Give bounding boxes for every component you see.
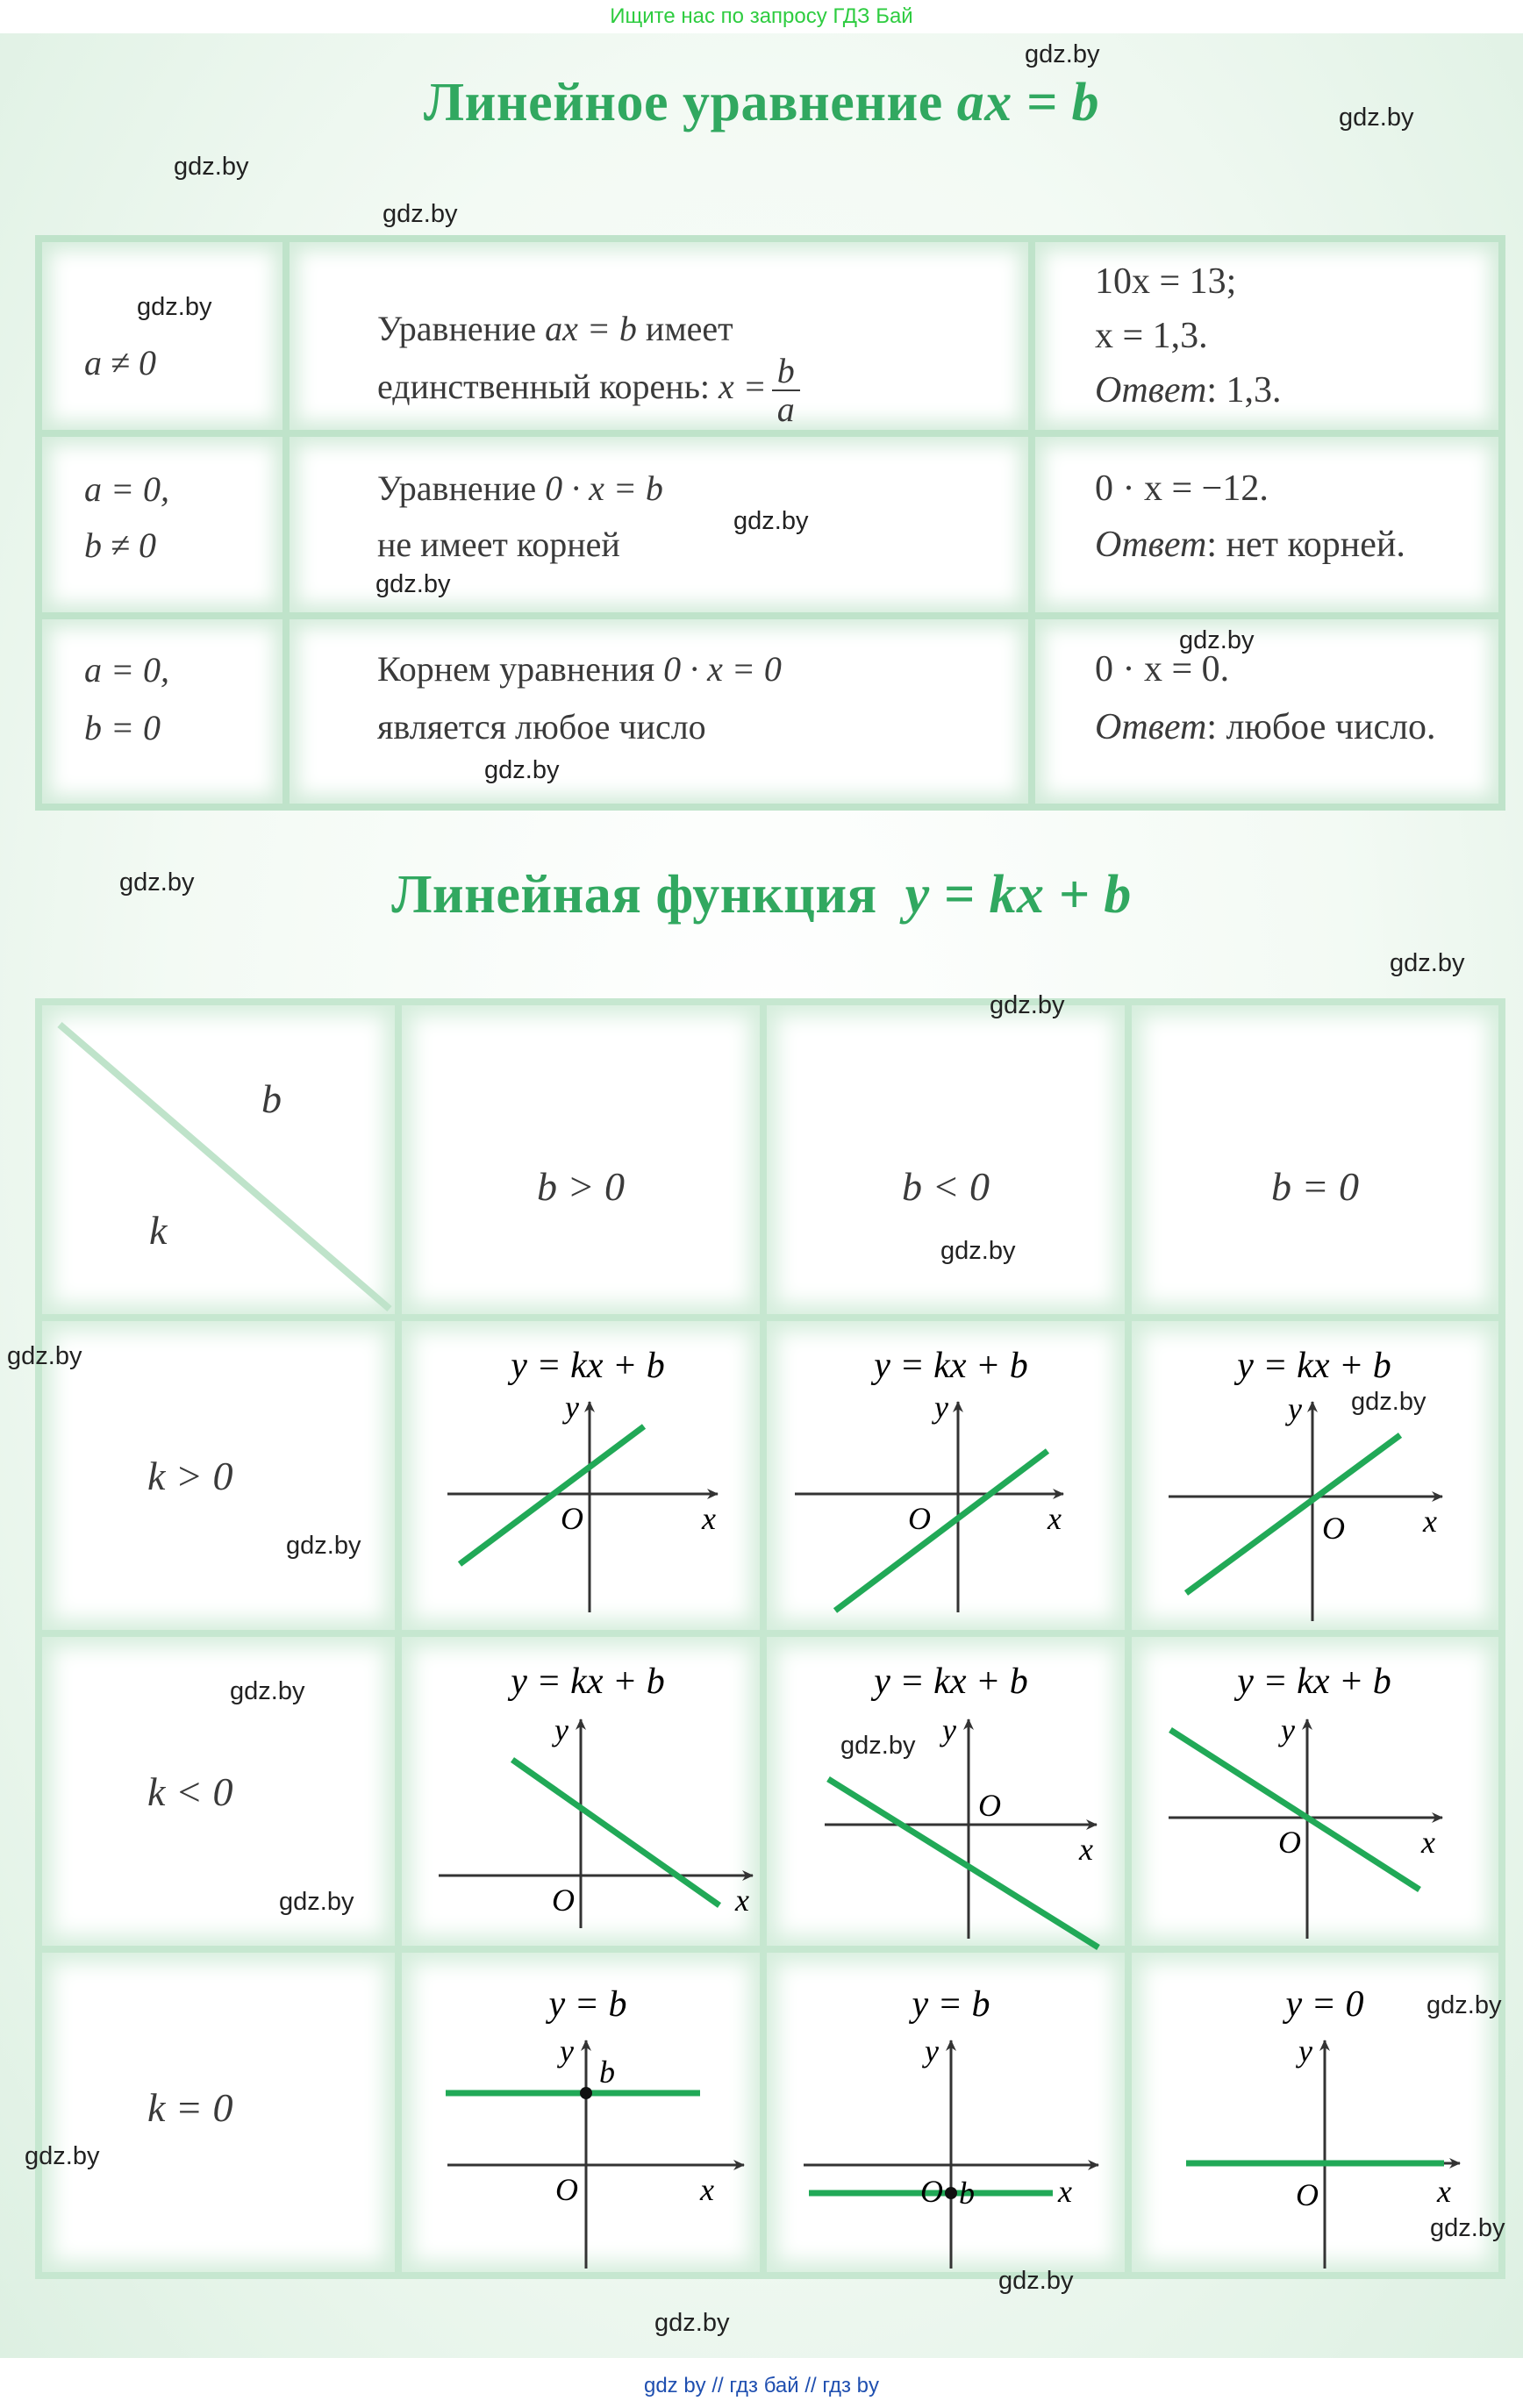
graph-k-pos-b-neg	[795, 1346, 1063, 1612]
svg-text:O: O	[555, 2172, 578, 2207]
watermark: gdz.by	[1426, 1991, 1502, 2019]
linear-equation-title-text: Линейное уравнение	[423, 73, 943, 132]
top-search-hint[interactable]: Ищите нас по запросу ГДЗ Бай	[610, 4, 913, 28]
desc-cell-3	[290, 619, 1028, 804]
linear-equation-title	[0, 72, 1523, 134]
fraction-b-over-a: $\frac{b}{a}$	[772, 353, 800, 428]
svg-text:y: y	[565, 1390, 579, 1425]
watermark: gdz.by	[375, 570, 451, 598]
cond-cell-3	[42, 619, 282, 804]
watermark: gdz.by	[1179, 626, 1255, 654]
svg-text:y = 0: y = 0	[1285, 1984, 1364, 2025]
watermark: gdz.by	[1430, 2214, 1505, 2242]
corner-b-label: b	[261, 1076, 282, 1121]
watermark: gdz.by	[654, 2309, 730, 2337]
graph-k-pos-b-pos	[447, 1346, 718, 1612]
row-label-3: k = 0	[147, 2085, 233, 2130]
svg-text:y = b: y = b	[548, 1984, 627, 2025]
svg-text:O: O	[1278, 1825, 1301, 1860]
desc-1-line1: Уравнение ax = b имеет	[377, 309, 733, 348]
watermark: gdz.by	[383, 200, 458, 228]
footer-links[interactable]: gdz by // гдз бай // гдз by	[643, 2374, 880, 2397]
linear-function-title	[0, 864, 1523, 926]
cond-1-line1: a ≠ 0	[84, 343, 156, 382]
svg-text:O: O	[552, 1883, 575, 1918]
svg-text:x: x	[735, 1883, 749, 1918]
svg-text:O: O	[1296, 2177, 1319, 2212]
watermark: gdz.by	[998, 2267, 1074, 2295]
svg-text:y = kx + b: y = kx + b	[874, 1346, 1028, 1386]
svg-text:y = kx + b: y = kx + b	[874, 1661, 1028, 1702]
col-header-1: b > 0	[536, 1164, 626, 1209]
svg-text:b: b	[599, 2054, 615, 2090]
example-1-line1: 10x = 13;	[1095, 261, 1237, 302]
svg-text:y: y	[1298, 2033, 1312, 2069]
svg-text:O: O	[978, 1788, 1001, 1823]
col-header-3: b = 0	[1270, 1164, 1360, 1209]
graph-k-zero-b-zero	[1186, 1984, 1460, 2269]
svg-text:y: y	[1288, 1391, 1302, 1426]
svg-text:y = kx + b: y = kx + b	[511, 1661, 665, 1702]
graph-k-zero-b-neg	[804, 1984, 1098, 2269]
watermark: gdz.by	[1390, 949, 1465, 977]
watermark: gdz.by	[7, 1342, 82, 1370]
svg-text:y: y	[934, 1390, 948, 1425]
graph-k-neg-b-neg	[825, 1661, 1098, 1947]
example-1-line2: x = 1,3.	[1095, 316, 1208, 356]
svg-text:x: x	[1079, 1832, 1093, 1867]
example-2-line1: 0 · x = −12.	[1095, 468, 1269, 509]
svg-text:x: x	[1423, 1504, 1437, 1539]
svg-text:y: y	[925, 2033, 939, 2069]
svg-text:b: b	[959, 2176, 975, 2211]
watermark: gdz.by	[990, 991, 1065, 1019]
svg-text:y = b: y = b	[912, 1984, 990, 2025]
linear-function-title-text: Линейная функция	[391, 865, 877, 925]
cond-2-line2: b ≠ 0	[84, 525, 156, 565]
linear-function-table	[35, 998, 1505, 2279]
svg-text:O: O	[561, 1501, 583, 1536]
svg-text:x: x	[1437, 2174, 1451, 2209]
watermark: gdz.by	[840, 1732, 916, 1760]
watermark: gdz.by	[1025, 40, 1100, 68]
svg-text:x: x	[702, 1501, 716, 1536]
svg-text:O: O	[920, 2174, 943, 2209]
function-graphs	[35, 998, 1505, 2279]
watermark: gdz.by	[1339, 104, 1414, 132]
cond-cell-1	[42, 242, 282, 430]
watermark: gdz.by	[279, 1888, 354, 1916]
row-label-2: k < 0	[147, 1769, 233, 1814]
example-cell-1	[1035, 242, 1498, 430]
example-cell-2	[1035, 437, 1498, 612]
svg-text:O: O	[1322, 1511, 1345, 1546]
svg-text:y = kx + b: y = kx + b	[1237, 1661, 1391, 1702]
example-3-line1: 0 · x = 0.	[1095, 649, 1230, 690]
watermark: gdz.by	[137, 293, 212, 321]
desc-2-line1: Уравнение 0 · x = b	[377, 468, 663, 508]
linear-equation-title-formula: ax = b	[956, 73, 1100, 132]
desc-cell-1	[290, 242, 1028, 430]
example-3-line2: Ответ: любое число.	[1095, 707, 1436, 747]
cond-3-line1: a = 0,	[84, 650, 169, 690]
cond-3-line2: b = 0	[84, 708, 161, 747]
col-header-2: b < 0	[901, 1164, 990, 1209]
svg-text:x: x	[1058, 2174, 1072, 2209]
cond-cell-2	[42, 437, 282, 612]
svg-text:x: x	[700, 2172, 714, 2207]
watermark: gdz.by	[174, 153, 249, 181]
svg-text:y: y	[1281, 1712, 1295, 1747]
svg-text:y = kx + b: y = kx + b	[511, 1346, 665, 1386]
watermark: gdz.by	[25, 2142, 100, 2170]
watermark: gdz.by	[1351, 1388, 1426, 1416]
example-cell-3	[1035, 619, 1498, 804]
linear-function-title-formula: y = kx + b	[905, 865, 1132, 925]
row-label-1: k > 0	[147, 1454, 233, 1498]
desc-3-line1: Корнем уравнения 0 · x = 0	[377, 649, 782, 689]
watermark: gdz.by	[484, 756, 560, 784]
svg-text:x: x	[1048, 1501, 1062, 1536]
cond-2-line1: a = 0,	[84, 469, 169, 509]
example-1-line3: Ответ: 1,3.	[1095, 370, 1282, 411]
desc-3-line2: является любое число	[377, 707, 706, 747]
watermark: gdz.by	[940, 1237, 1016, 1265]
svg-text:x: x	[1421, 1825, 1435, 1860]
svg-text:y: y	[554, 1712, 568, 1747]
graph-k-zero-b-pos	[446, 1984, 744, 2269]
svg-text:y: y	[942, 1712, 956, 1747]
svg-text:y: y	[560, 2033, 574, 2069]
graph-k-neg-b-zero	[1169, 1661, 1442, 1939]
graph-k-neg-b-pos	[439, 1661, 753, 1928]
desc-2-line2: не имеет корней	[377, 525, 620, 564]
corner-k-label: k	[149, 1208, 168, 1253]
svg-text:O: O	[908, 1501, 931, 1536]
example-2-line2: Ответ: нет корней.	[1095, 525, 1405, 565]
watermark: gdz.by	[119, 868, 195, 897]
watermark: gdz.by	[230, 1677, 305, 1705]
watermark: gdz.by	[733, 507, 809, 535]
svg-text:y = kx + b: y = kx + b	[1237, 1346, 1391, 1386]
desc-1-line2: единственный корень: x = $\frac{b}{a}$	[377, 353, 800, 428]
watermark: gdz.by	[286, 1532, 361, 1560]
